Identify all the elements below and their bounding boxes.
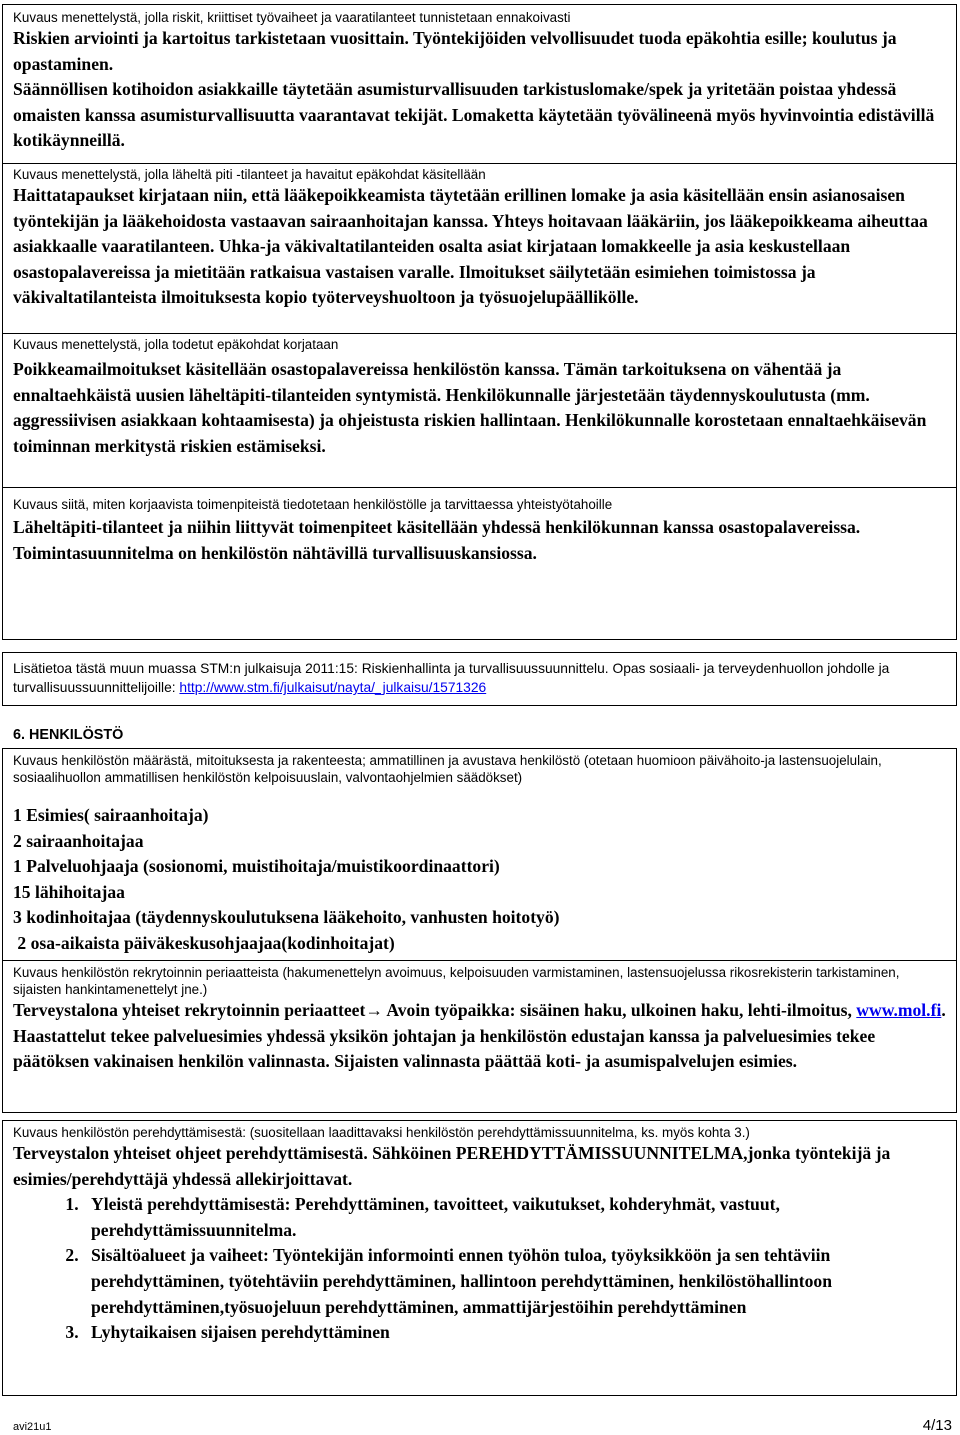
defect-correction-label: Kuvaus menettelystä, jolla todetut epäkohdat korjataan: [13, 337, 339, 352]
recruitment-section: [2, 961, 957, 1113]
orientation-label: Kuvaus henkilöstön perehdyttämisestä: (suositellaan laadittavaksi henkilöstön perehdyttämissuunnitelma, ks. myös kohta 3.): [13, 1125, 750, 1140]
staff-line: 2 osa-aikaista päiväkeskusohjaajaa(kodinhoitajat): [13, 932, 395, 953]
near-miss-section: [2, 164, 957, 334]
near-miss-text: Haittatapaukset kirjataan niin, että lääkepoikkeamista täytetään erillinen lomake ja asia käsitellään ensin asianosaisen työntekijän ja lääkehoidosta vastaavan sairaanhoitajan kanssa. Yhteys hoitavaan lääkäriin, jos lääkepoikkeama aiheuttaa asiakkaalle vaaratilanteen. Uhka-ja väkivaltatilanteiden osalta asiat kirjataan lomakkeelle ja asia keskustellaan osastopalavereissa ja mietitään ratkaisua vastaisen varalle. Ilmoitukset säilytetään esimiehen toimistossa ja väkivaltatilanteista ilmoituksesta kopio työterveyshuoltoon ja työsuojelupäällikölle.: [13, 185, 928, 308]
staff-line: 1 Palveluohjaaja (sosionomi, muistihoitaja/muistikoordinaattori): [13, 856, 500, 877]
corrective-info-section: [2, 488, 957, 640]
defect-correction-section: [2, 334, 957, 488]
further-info-sentence: Lisätietoa tästä muun muassa STM:n julkaisuja 2011:15: Riskienhallinta ja turvallisuussuunnittelu. Opas sosiaali- ja terveydenhuollon johdolle ja turvallisuussuunnittelijoille:: [13, 661, 890, 695]
orientation-section: [2, 1120, 957, 1396]
risk-identification-section: [2, 4, 957, 164]
further-info-text: [13, 659, 946, 697]
staff-structure-label: Kuvaus henkilöstön määrästä, mitoituksesta ja rakenteesta; ammatillinen ja avustava henkilöstö (otetaan huomioon päivähoito-ja lastensuojelulain, sosiaalihuollon ammatillisen henkilöstön kelpoisuuslain, valvontaohjelmien säädökset): [13, 753, 882, 785]
corrective-info-label: Kuvaus siitä, miten korjaavista toimenpiteistä tiedotetaan henkilöstölle ja tarvittaessa yhteistyötahoille: [13, 497, 613, 512]
recruitment-label: Kuvaus henkilöstön rekrytoinnin periaatteista (hakumenettelyn avoimuus, kelpoisuuden varmistaminen, lastensuojelussa rikosrekisterin tarkistaminen, sijaisten hankintamenettelyt jne.): [13, 965, 900, 997]
section-heading: 6. HENKILÖSTÖ: [13, 727, 124, 743]
further-info-box: [2, 652, 957, 706]
stm-publication-link[interactable]: http://www.stm.fi/julkaisut/nayta/_julkaisu/1571326: [179, 680, 487, 695]
recruitment-channels: Avoin työpaikka: sisäinen haku, ulkoinen haku, lehti-ilmoitus,: [382, 1000, 857, 1020]
home-safety-text: Säännöllisen kotihoidon asiakkaille täytetään asumisturvallisuuden tarkistuslomake/spek ja yritetään poistaa yhdessä omaisten kanssa asumisturvallisuutta vaarantavat tekijät. Lomaketta käytetään työvälineenä myös hyvinvointia edistävillä kotikäynneillä.: [13, 79, 935, 151]
staff-line: 3 kodinhoitajaa (täydennyskoulutuksena lääkehoito, vanhusten hoitotyö): [13, 907, 560, 928]
risk-identification-label: Kuvaus menettelystä, jolla riskit, kriittiset työvaiheet ja vaaratilanteet tunnistetaan ennakoivasti: [13, 10, 571, 25]
defect-correction-text: Poikkeamailmoitukset käsitellään osastopalavereissa henkilöstön kanssa. Tämän tarkoituksena on vähentää ja ennaltaehkäistä uusien läheltäpiti-tilanteiden syntymistä. Henkilökunnalle järjestetään täydennyskoulutusta (mm. aggressiivisen asiakkaan kohtaamisesta) ja ohjeistusta riskien hallintaan. Henkilökunnalle korostetaan ennaltaehkäisevän toiminnan merkitystä riskien estämiseksi.: [13, 359, 927, 456]
orientation-step: 2. Sisältöalueet ja vaiheet: Työntekijän informointi ennen työhön tuloa, työyksikköön ja sen tehtäviin perehdyttäminen, työtehtäviin perehdyttäminen, hallintoon perehdyttäminen, henkilöstöhallintoon perehdyttäminen,työsuojeluun perehdyttäminen, ammattijärjestöihin perehdyttäminen: [83, 1243, 946, 1320]
document-code: avi21u1: [13, 1421, 52, 1433]
orientation-step: 3. Lyhytaikaisen sijaisen perehdyttäminen: [83, 1320, 946, 1346]
recruitment-principles: Terveystalona yhteiset rekrytoinnin periaatteet: [13, 1000, 366, 1020]
page-number: 4/13: [922, 1417, 952, 1434]
staff-structure-section: [2, 748, 957, 961]
recruitment-text: [13, 998, 946, 1075]
arrow-icon: →: [365, 1000, 383, 1020]
staff-line: 15 lähihoitajaa: [13, 881, 125, 902]
staff-list: [13, 803, 946, 957]
corrective-info-text: Läheltäpiti-tilanteet ja niihin liittyvät toimenpiteet käsitellään yhdessä henkilökunnan kanssa osastopalavereissa. Toimintasuunnitelma on henkilöstön nähtävillä turvallisuuskansiossa.: [13, 517, 861, 563]
recruitment-decision: . Haastattelut tekee palveluesimies yhdessä yksikön johtajan ja henkilöstön edustajan kanssa ja palveluesimies tekee päätöksen vakinaisen henkilön valinnasta. Sijaisten valinnasta päättää koti- ja asumispalvelujen esimies.: [13, 1000, 946, 1072]
mol-link[interactable]: www.mol.fi: [856, 1000, 942, 1020]
near-miss-label: Kuvaus menettelystä, jolla läheltä piti -tilanteet ja havaitut epäkohdat käsitellään: [13, 167, 486, 182]
staff-line: 2 sairaanhoitajaa: [13, 830, 144, 851]
orientation-steps: [13, 1192, 946, 1346]
risk-assessment-text: Riskien arviointi ja kartoitus tarkistetaan vuosittain. Työntekijöiden velvollisuudet tuoda epäkohtia esille; koulutus ja opastaminen.: [13, 28, 897, 74]
orientation-text: Terveystalon yhteiset ohjeet perehdyttämisestä. Sähköinen PEREHDYTTÄMISSUUNNITELMA,jonka työntekijä ja esimies/perehdyttäjä yhdessä allekirjoittavat.: [13, 1143, 891, 1189]
orientation-step: 1. Yleistä perehdyttämisestä: Perehdyttäminen, tavoitteet, vaikutukset, kohderyhmät, vastuut, perehdyttämissuunnitelma.: [83, 1192, 946, 1243]
staff-line: 1 Esimies( sairaanhoitaja): [13, 805, 209, 825]
